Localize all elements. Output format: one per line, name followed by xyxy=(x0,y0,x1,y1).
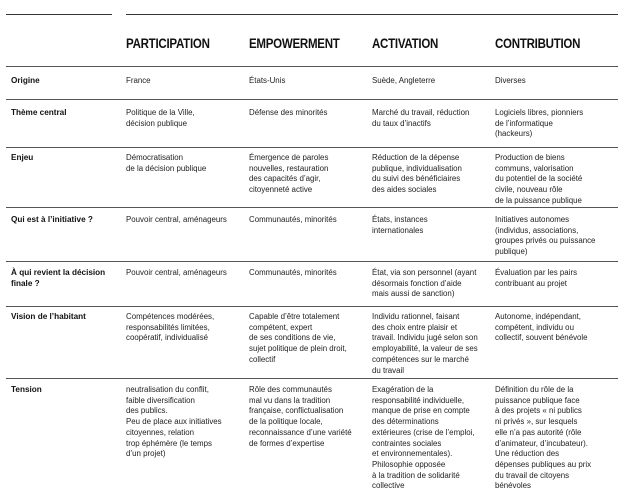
cell-text-line: France xyxy=(126,76,151,85)
cell-text-line: décision publique xyxy=(126,118,187,128)
cell-text-line: extérieures (crise de l’emploi, xyxy=(372,427,475,437)
cell-text-line: Démocratisation xyxy=(126,153,184,162)
row-label-line: Origine xyxy=(11,76,40,85)
table-cell xyxy=(126,76,244,87)
row-label-line: Enjeu xyxy=(11,153,34,162)
table-cell xyxy=(495,268,613,289)
column-header-contribution: CONTRIBUTION xyxy=(495,36,581,51)
cell-text-line: citoyennes, relation xyxy=(126,427,194,437)
cell-text-line: mal vu dans la tradition xyxy=(249,395,331,405)
cell-text-line: manque de prise en compte xyxy=(372,406,470,416)
row-label-line: finale ? xyxy=(11,278,40,288)
table-cell xyxy=(372,385,490,492)
cell-text-line: (individus, associations, xyxy=(495,225,579,235)
cell-text-line: responsabilité individuelle, xyxy=(372,395,465,405)
cell-text-line: de formes d’expertise xyxy=(249,438,325,448)
row-label-enjeu xyxy=(11,153,33,164)
cell-text-line: Communautés, minorités xyxy=(249,215,337,224)
cell-text-line: citoyenneté active xyxy=(249,185,313,195)
cell-text-line: États-Unis xyxy=(249,76,286,85)
cell-text-line: Évaluation par les pairs xyxy=(495,268,578,277)
cell-text-line: du travail de citoyens xyxy=(495,470,570,480)
table-cell xyxy=(372,153,490,196)
table-cell xyxy=(372,108,490,129)
cell-text-line: de ses conditions de vie, xyxy=(249,333,336,343)
table-cell xyxy=(126,268,244,279)
cell-text-line: de l’informatique xyxy=(495,118,553,128)
table-cell xyxy=(249,153,367,196)
cell-text-line: États, instances xyxy=(372,215,428,224)
cell-text-line: civile, nouveau rôle xyxy=(495,185,563,195)
cell-text-line: Émergence de paroles xyxy=(249,153,329,162)
table-cell xyxy=(249,385,367,449)
table-cell xyxy=(495,153,613,207)
cell-text-line: collectif xyxy=(249,354,276,364)
cell-text-line: du travail xyxy=(372,365,405,375)
row-label-decision-finale xyxy=(11,268,105,289)
row-label-line: Qui est à l’initiative ? xyxy=(11,215,93,224)
table-cell xyxy=(372,312,490,376)
cell-text-line: État, via son personnel (ayant xyxy=(372,268,477,277)
cell-text-line: sujet politique de plein droit, xyxy=(249,344,347,354)
cell-text-line: Suède, Angleterre xyxy=(372,76,436,85)
column-header-activation: ACTIVATION xyxy=(372,36,439,51)
table-cell xyxy=(249,108,367,119)
row-label-vision-habitant xyxy=(11,312,86,323)
cell-text-line: contribuant au projet xyxy=(495,278,567,288)
cell-text-line: et environnementales). xyxy=(372,449,453,459)
row-divider xyxy=(6,261,618,262)
table-cell xyxy=(495,312,613,344)
cell-text-line: à des projets « ni publics xyxy=(495,406,582,416)
row-label-initiative xyxy=(11,215,93,226)
row-divider xyxy=(6,207,618,208)
row-label-line: Tension xyxy=(11,385,42,394)
cell-text-line: Autonome, indépendant, xyxy=(495,312,581,321)
cell-text-line: du suivi des bénéficiaires xyxy=(372,174,461,184)
cell-text-line: (hackeurs) xyxy=(495,129,533,139)
row-label-tension xyxy=(11,385,42,396)
cell-text-line: compétent, individu ou xyxy=(495,322,574,332)
table-cell xyxy=(249,268,367,279)
cell-text-line: collectif, souvent bénévole xyxy=(495,333,588,343)
cell-text-line: Exagération de la xyxy=(372,385,434,394)
cell-text-line: Définition du rôle de la xyxy=(495,385,574,394)
cell-text-line: Une réduction des xyxy=(495,449,560,459)
top-rule-right xyxy=(126,14,618,15)
table-cell xyxy=(495,76,613,87)
cell-text-line: coopératif, individualisé xyxy=(126,333,209,343)
cell-text-line: d’un projet) xyxy=(126,449,166,459)
cell-text-line: mais aussi de sanction) xyxy=(372,289,455,299)
cell-text-line: Réduction de la dépense xyxy=(372,153,460,162)
row-divider xyxy=(6,378,618,379)
row-label-line: Thème central xyxy=(11,108,67,117)
row-label-line: Vision de l’habitant xyxy=(11,312,86,321)
cell-text-line: compétences sur le marché xyxy=(372,354,469,364)
cell-text-line: du potentiel de la société xyxy=(495,174,583,184)
cell-text-line: responsabilités limitées, xyxy=(126,322,210,332)
cell-text-line: à la tradition de solidarité xyxy=(372,470,460,480)
cell-text-line: employabilité, la valeur de ses xyxy=(372,344,478,354)
table-cell xyxy=(372,215,490,236)
cell-text-line: de la puissance publique xyxy=(495,195,582,205)
row-label-theme-central xyxy=(11,108,67,119)
column-header-participation: PARTICIPATION xyxy=(126,36,210,51)
table-cell xyxy=(495,385,613,492)
cell-text-line: Pouvoir central, aménageurs xyxy=(126,215,227,224)
cell-text-line: Logiciels libres, pionniers xyxy=(495,108,584,117)
cell-text-line: des capacités d’agir, xyxy=(249,174,321,184)
cell-text-line: Politique de la Ville, xyxy=(126,108,195,117)
cell-text-line: des choix entre plaisir et xyxy=(372,322,458,332)
cell-text-line: bénévoles xyxy=(495,481,531,491)
cell-text-line: contraintes sociales xyxy=(372,438,442,448)
cell-text-line: puissance publique face xyxy=(495,395,580,405)
cell-text-line: ni privés », sur lesquels xyxy=(495,417,578,427)
cell-text-line: Initiatives autonomes xyxy=(495,215,570,224)
cell-text-line: française, conflictualisation xyxy=(249,406,344,416)
cell-text-line: internationales xyxy=(372,225,424,235)
cell-text-line: Pouvoir central, aménageurs xyxy=(126,268,227,277)
cell-text-line: collective xyxy=(372,481,405,491)
cell-text-line: faible diversification xyxy=(126,395,195,405)
cell-text-line: des publics. xyxy=(126,406,168,416)
top-rule-left xyxy=(6,14,112,15)
cell-text-line: communs, valorisation xyxy=(495,163,574,173)
table-cell xyxy=(126,108,244,129)
cell-text-line: compétent, expert xyxy=(249,322,313,332)
cell-text-line: nouvelles, restauration xyxy=(249,163,329,173)
cell-text-line: désormais fonction d’aide xyxy=(372,278,462,288)
cell-text-line: Diverses xyxy=(495,76,526,85)
cell-text-line: d’animateur, d’incubateur). xyxy=(495,438,588,448)
cell-text-line: Peu de place aux initiatives xyxy=(126,417,222,427)
table-cell xyxy=(249,312,367,366)
cell-text-line: du taux d’inactifs xyxy=(372,118,431,128)
cell-text-line: des déterminations xyxy=(372,417,439,427)
row-divider xyxy=(6,306,618,307)
cell-text-line: Marché du travail, réduction xyxy=(372,108,470,117)
cell-text-line: Individu rationnel, faisant xyxy=(372,312,460,321)
table-cell xyxy=(249,76,367,87)
cell-text-line: Production de biens xyxy=(495,153,565,162)
cell-text-line: Capable d’être totalement xyxy=(249,312,340,321)
row-divider xyxy=(6,66,618,67)
row-divider xyxy=(6,147,618,148)
row-label-line: À qui revient la décision xyxy=(11,268,106,277)
cell-text-line: trop éphémère (le temps xyxy=(126,438,212,448)
cell-text-line: dépenses publiques au prix xyxy=(495,459,592,469)
cell-text-line: groupes privés ou puissance xyxy=(495,236,596,246)
table-cell xyxy=(126,312,244,344)
cell-text-line: Philosophie opposée xyxy=(372,459,446,469)
cell-text-line: elle n’a pas autorité (rôle xyxy=(495,427,582,437)
cell-text-line: publique, individualisation xyxy=(372,163,462,173)
row-label-origine xyxy=(11,76,40,87)
table-cell xyxy=(126,153,244,174)
table-cell xyxy=(126,385,244,460)
table-cell xyxy=(495,215,613,258)
table-cell xyxy=(126,215,244,226)
table-cell xyxy=(249,215,367,226)
table-cell xyxy=(372,76,490,87)
cell-text-line: Défense des minorités xyxy=(249,108,328,117)
table-cell xyxy=(495,108,613,140)
row-divider xyxy=(6,99,618,100)
cell-text-line: travail. Individu jugé selon son xyxy=(372,333,478,343)
cell-text-line: publique) xyxy=(495,247,528,257)
cell-text-line: neutralisation du conflit, xyxy=(126,385,209,394)
cell-text-line: Compétences modérées, xyxy=(126,312,215,321)
cell-text-line: Communautés, minorités xyxy=(249,268,337,277)
cell-text-line: Rôle des communautés xyxy=(249,385,332,394)
column-header-empowerment: EMPOWERMENT xyxy=(249,36,340,51)
cell-text-line: de la décision publique xyxy=(126,163,207,173)
table-cell xyxy=(372,268,490,300)
cell-text-line: des aides sociales xyxy=(372,185,437,195)
cell-text-line: reconnaissance d’une variété xyxy=(249,427,352,437)
cell-text-line: de la politique locale, xyxy=(249,417,323,427)
